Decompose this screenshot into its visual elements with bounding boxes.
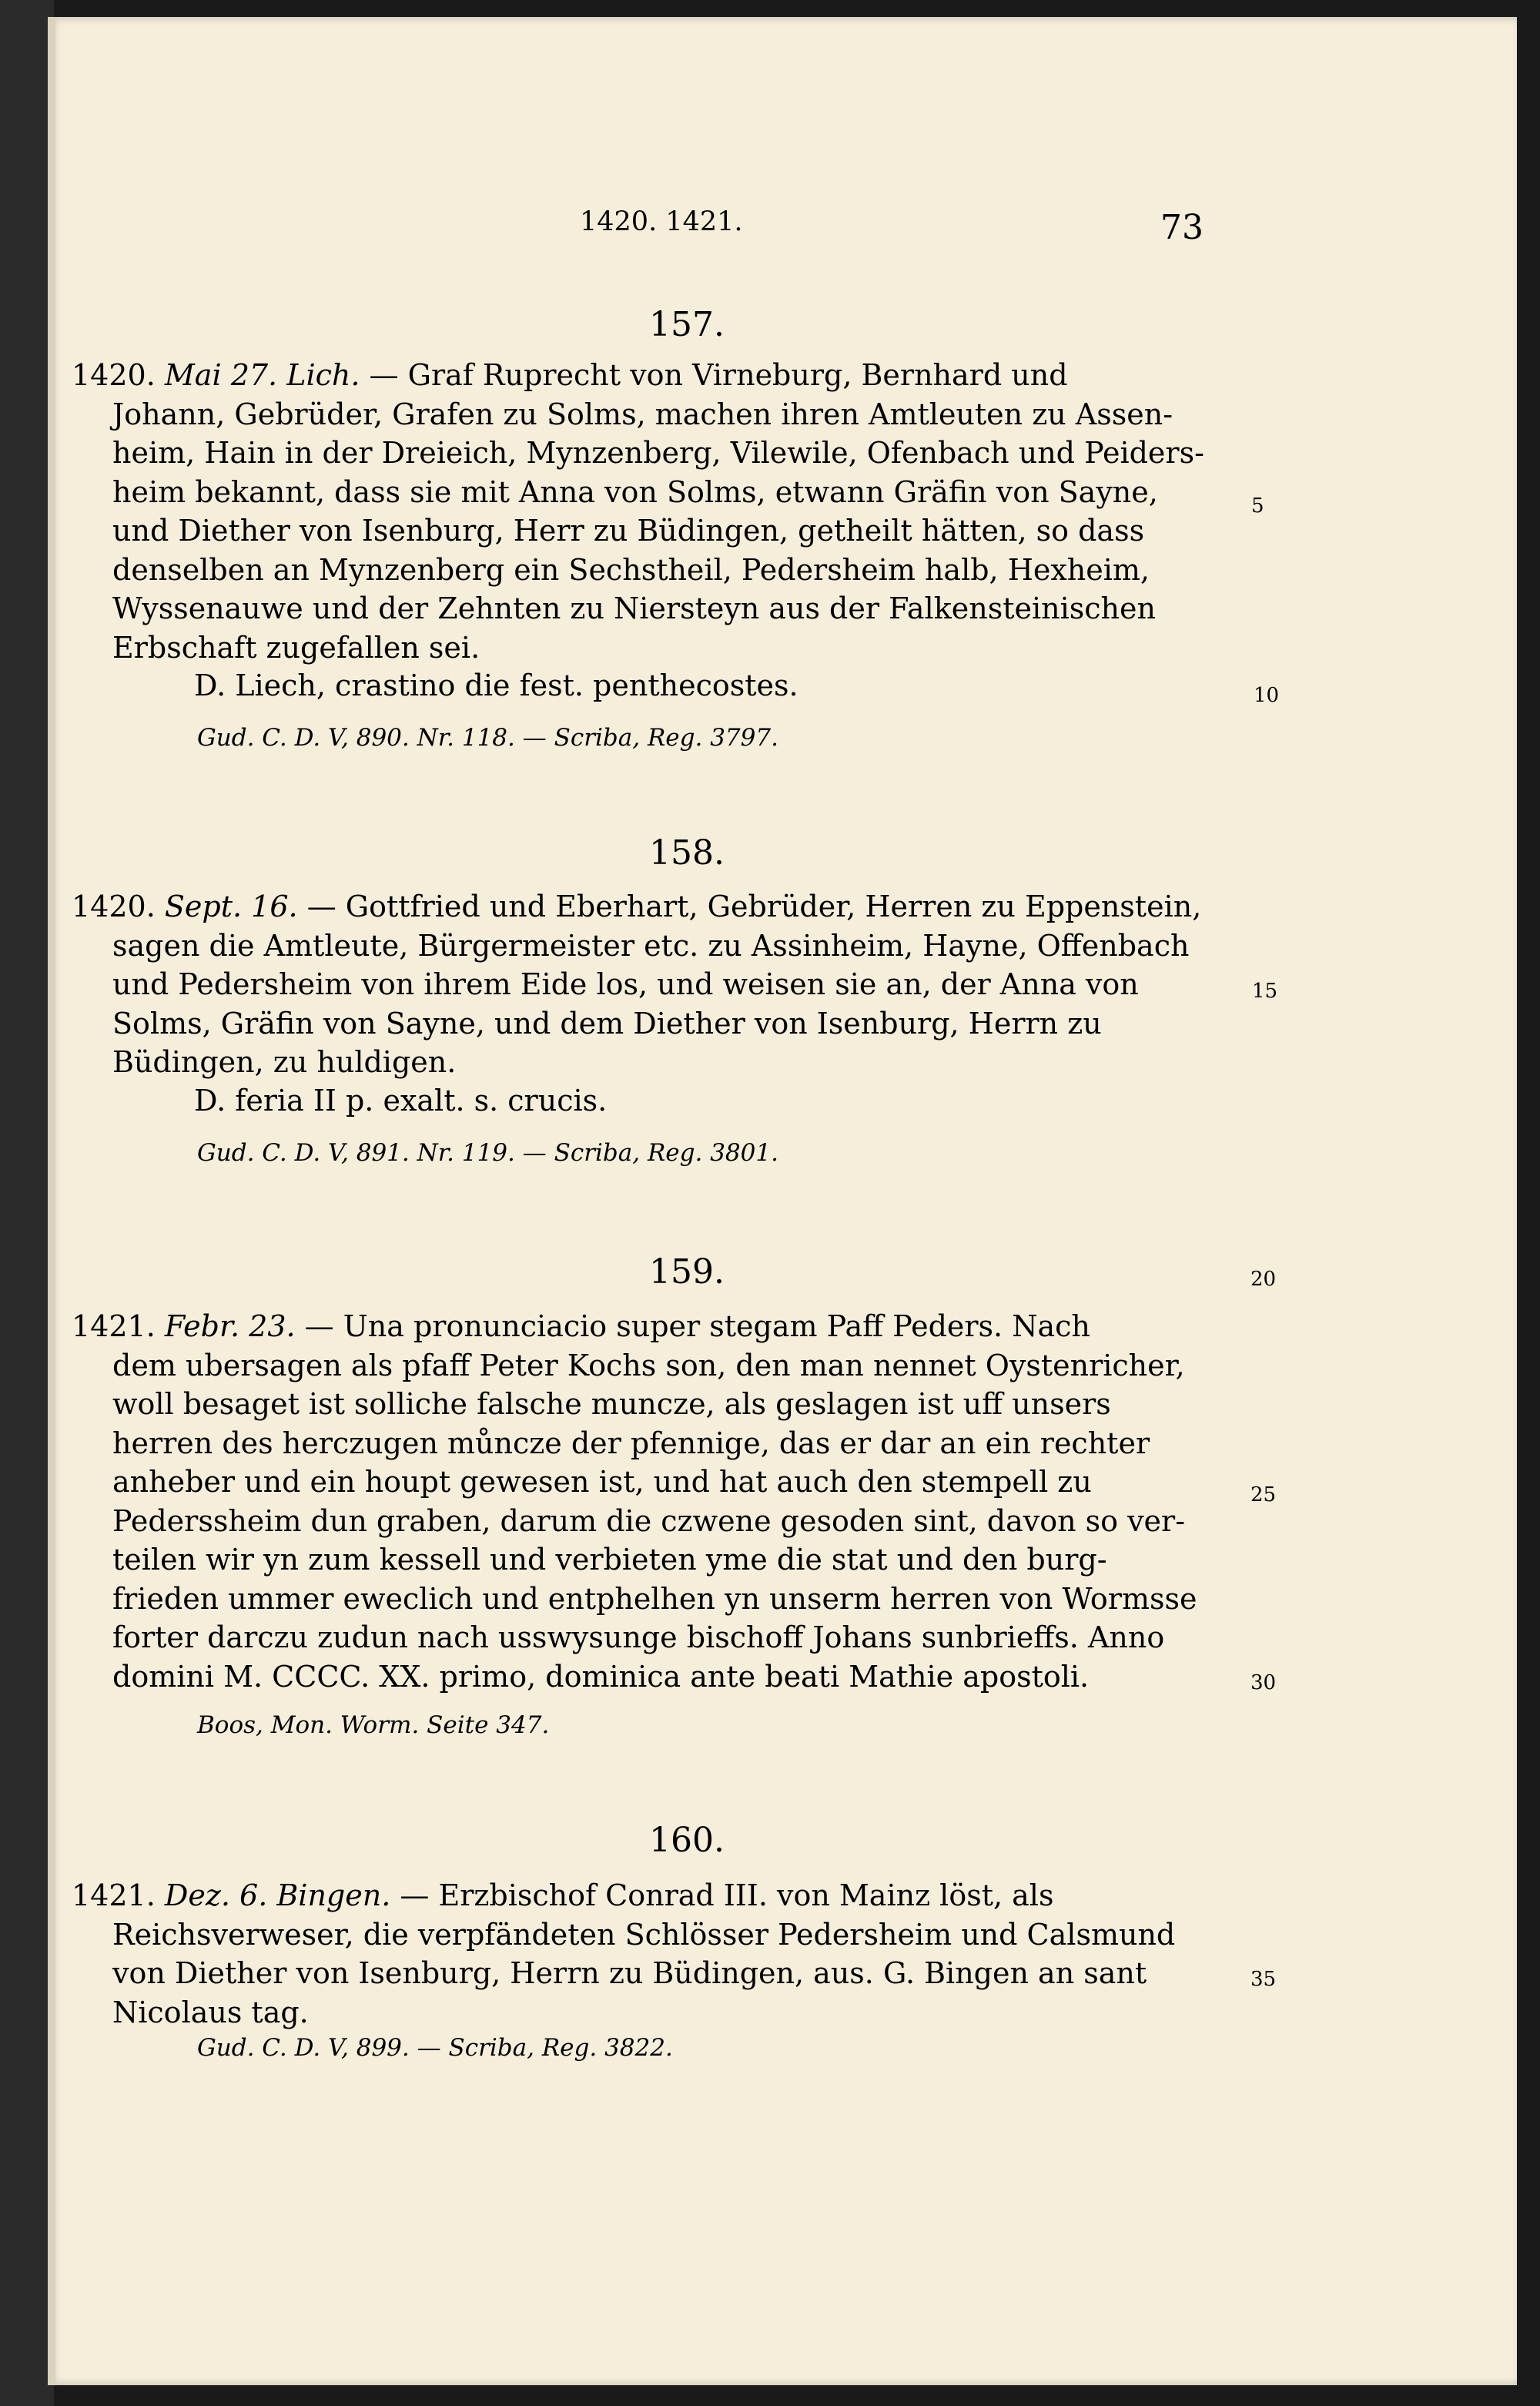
line-number: 15 [1252,980,1278,1003]
text-line: 1421. Febr. 23. — Una pronunciacio super stegam Paff Peders. Nach [72,1309,1090,1343]
text-line: woll besaget ist solliche falsche muncze, als geslagen ist uff unsers [112,1387,1111,1421]
text-line: von Diether von Isenburg, Herrn zu Büdingen, aus. G. Bingen an sant [112,1956,1147,1990]
text-line: und Diether von Isenburg, Herr zu Büdingen, getheilt hätten, so dass [112,514,1145,548]
source-citation: Boos, Mon. Worm. Seite 347. [197,1711,550,1739]
entry-number: 159. [649,1252,725,1292]
text-line: 1420. Mai 27. Lich. — Graf Ruprecht von Virneburg, Bernhard und [72,358,1068,392]
text-line: Wyssenauwe und der Zehnten zu Niersteyn aus der Falkensteinischen [112,591,1156,625]
text-line: Solms, Gräfin von Sayne, und dem Diether von Isenburg, Herrn zu [112,1006,1102,1040]
text-line: teilen wir yn zum kessell und verbieten yme die stat und den burg- [112,1543,1107,1577]
dated-clause: D. feria II p. exalt. s. crucis. [194,1084,608,1118]
text-line: Büdingen, zu huldigen. [112,1045,457,1079]
line-number: 30 [1250,1671,1277,1694]
text-line: und Pedersheim von ihrem Eide los, und weisen sie an, der Anna von [112,967,1139,1001]
text-line: Nicolaus tag. [112,1995,309,2029]
entry-text [72,1307,1267,1696]
source-citation: Gud. C. D. V, 891. Nr. 119. — Scriba, Reg. 3801. [197,1139,778,1167]
text-line: Pederssheim dun graben, darum die czwene gesoden sint, davon so ver- [112,1503,1186,1538]
page-number: 73 [1160,208,1204,247]
dark-background [0,0,54,2406]
entry-text [72,887,1267,1082]
entry-number: 160. [649,1821,725,1860]
text-line: denselben an Mynzenberg ein Sechstheil, Pedersheim halb, Hexheim, [112,552,1150,587]
text-line: herren des herczugen můncze der pfennige, das er dar an ein rechter [112,1426,1150,1460]
text-line: forter darczu zudun nach usswysunge bischoff Johans sunbrieffs. Anno [112,1620,1165,1654]
running-head: 1420. 1421. [580,206,743,237]
text-line: 1421. Dez. 6. Bingen. — Erzbischof Conrad III. von Mainz löst, als [72,1878,1054,1912]
text-line: Reichsverweser, die verpfändeten Schlösser Pedersheim und Calsmund [112,1917,1176,1952]
line-number: 35 [1250,1968,1277,1991]
source-citation: Gud. C. D. V, 890. Nr. 118. — Scriba, Reg. 3797. [197,724,778,752]
text-line: frieden ummer eweclich und entphelhen yn unserm herren von Wormsse [112,1581,1197,1616]
text-line: heim bekannt, dass sie mit Anna von Solms, etwann Gräfin von Sayne, [112,474,1158,509]
text-line: Johann, Gebrüder, Grafen zu Solms, machen ihren Amtleuten zu Assen- [112,397,1173,431]
page-gutter-edge [48,17,55,2385]
entry-text [72,1876,1267,2032]
text-line: heim, Hain in der Dreieich, Mynzenberg, Vilewile, Ofenbach und Peiders- [112,436,1204,470]
text-line: Erbschaft zugefallen sei. [112,630,480,665]
entry-text [72,356,1267,667]
entry-number: 158. [649,833,725,873]
text-line: 1420. Sept. 16. — Gottfried und Eberhart, Gebrüder, Herren zu Eppenstein, [72,890,1202,923]
line-number: 10 [1254,684,1280,707]
line-number: 25 [1250,1483,1277,1506]
line-number: 20 [1250,1268,1277,1291]
text-line: dem ubersagen als pfaff Peter Kochs son, den man nennet Oystenricher, [112,1348,1185,1382]
entry-number: 157. [649,305,725,344]
line-number: 5 [1251,494,1264,518]
text-line: sagen die Amtleute, Bürgermeister etc. zu Assinheim, Hayne, Offenbach [112,928,1190,963]
text-line: domini M. CCCC. XX. primo, dominica ante beati Mathie apostoli. [112,1659,1090,1694]
text-line: anheber und ein houpt gewesen ist, und hat auch den stempell zu [112,1465,1092,1499]
source-citation: Gud. C. D. V, 899. — Scriba, Reg. 3822. [197,2034,673,2062]
dated-clause: D. Liech, crastino die fest. penthecostes. [194,669,798,702]
